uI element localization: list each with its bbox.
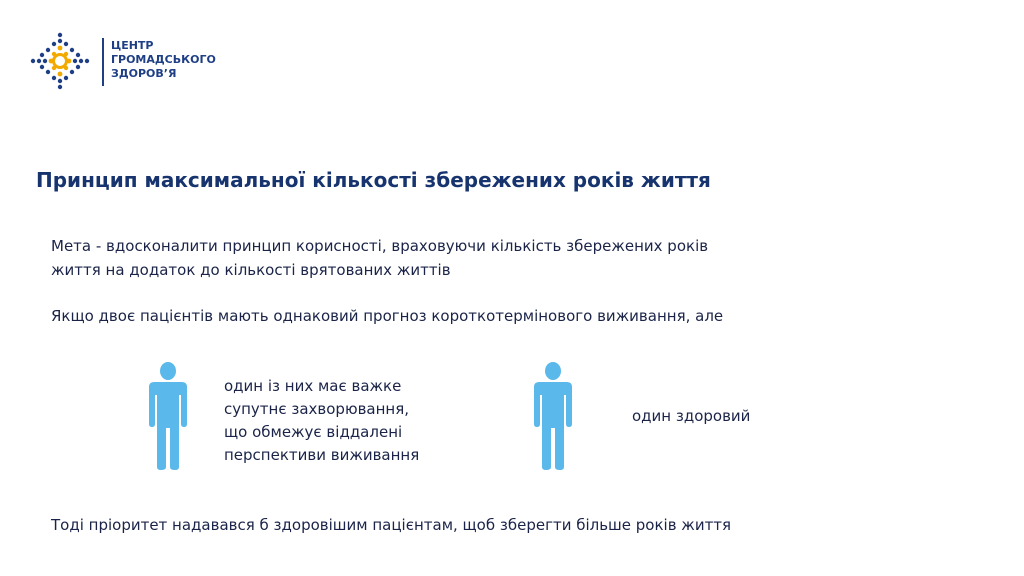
caption-line: супутнє захворювання,: [224, 400, 410, 418]
slide-title: Принцип максимальної кількості збережених років життя: [36, 168, 711, 192]
goal-line: Мета - вдосконалити принцип корисності, враховуючи кількість збережених років: [51, 237, 709, 255]
conclusion-paragraph: Тоді пріоритет надавався б здоровішим пацієнтам, щоб зберегти більше років життя: [51, 516, 732, 534]
patient-b-caption: один здоровий: [632, 407, 751, 425]
logo: [30, 32, 216, 90]
person-icon: [533, 362, 573, 470]
logo-text-line: ЗДОРОВ’Я: [111, 67, 177, 80]
logo-wordmark: [111, 39, 216, 81]
logo-divider: [102, 38, 104, 86]
patient-a-caption: [224, 375, 484, 467]
caption-line: перспективи виживання: [224, 446, 420, 464]
logo-text-line: ГРОМАДСЬКОГО: [111, 53, 216, 66]
logo-emblem-icon: [30, 32, 90, 90]
person-icon: [148, 362, 188, 470]
goal-paragraph: [51, 234, 708, 282]
logo-text-line: ЦЕНТР: [111, 39, 154, 52]
caption-line: що обмежує віддалені: [224, 423, 403, 441]
caption-line: один із них має важке: [224, 377, 402, 395]
premise-paragraph: Якщо двоє пацієнтів мають однаковий прогноз короткотермінового виживання, але: [51, 307, 724, 325]
goal-line: життя на додаток до кількості врятованих життів: [51, 261, 451, 279]
